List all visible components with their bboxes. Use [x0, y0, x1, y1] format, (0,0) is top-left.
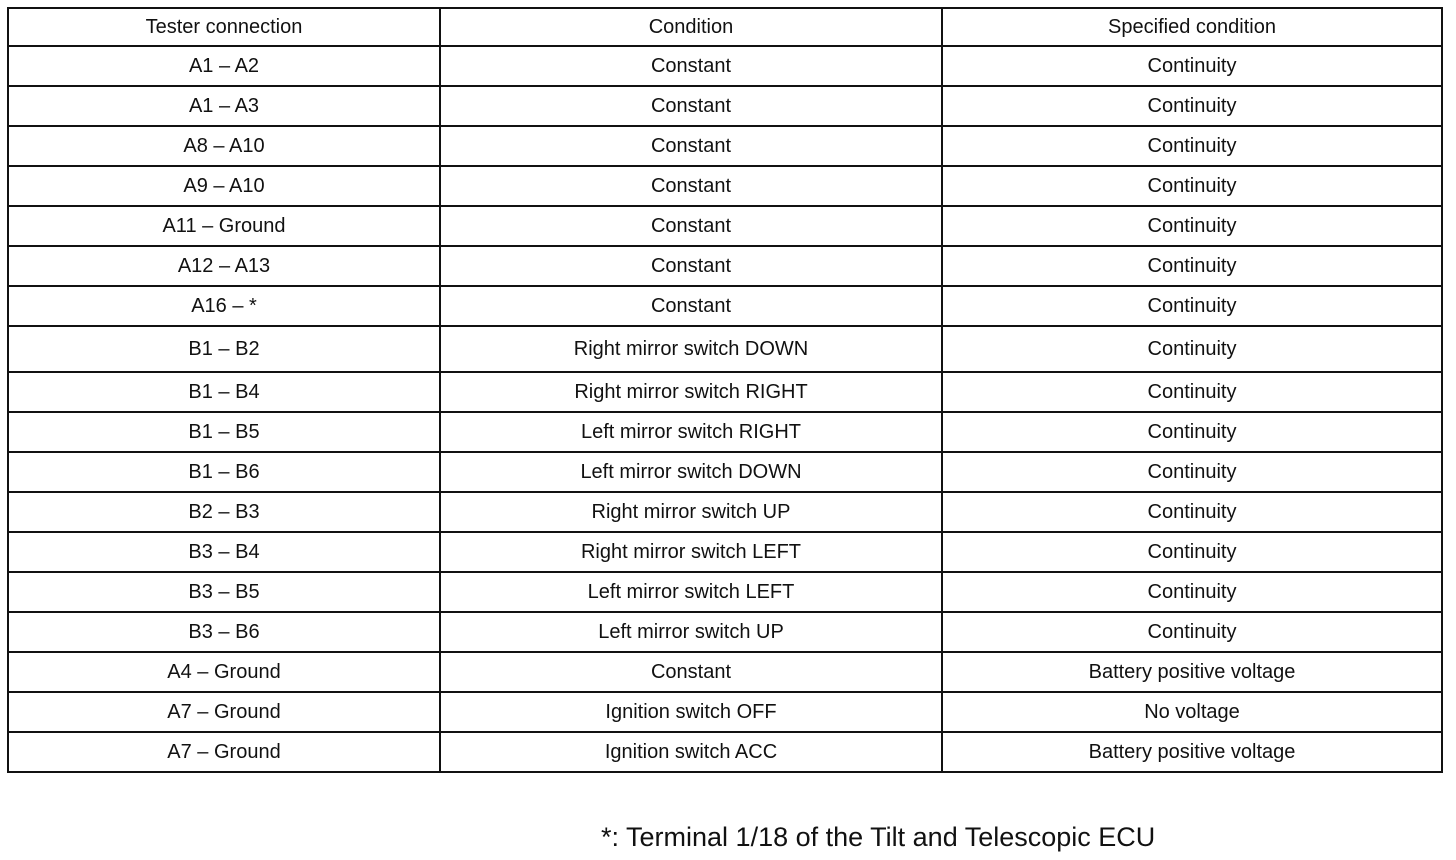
footnote: *: Terminal 1/18 of the Tilt and Telescopic ECU	[601, 822, 1156, 852]
cell-specified: Continuity	[942, 46, 1442, 86]
cell-specified: Continuity	[942, 612, 1442, 652]
table-row	[8, 452, 1442, 492]
table-row	[8, 166, 1442, 206]
cell-connection: A1 – A2	[8, 46, 440, 86]
cell-connection: A4 – Ground	[8, 652, 440, 692]
table-row	[8, 126, 1442, 166]
cell-condition: Right mirror switch DOWN	[440, 326, 942, 372]
table-row	[8, 326, 1442, 372]
table-row	[8, 206, 1442, 246]
cell-connection: A9 – A10	[8, 166, 440, 206]
cell-connection: A16 – *	[8, 286, 440, 326]
table-row	[8, 372, 1442, 412]
cell-condition: Left mirror switch UP	[440, 612, 942, 652]
table-row	[8, 246, 1442, 286]
tester-connection-table	[7, 7, 1443, 773]
cell-condition: Constant	[440, 286, 942, 326]
cell-condition: Right mirror switch RIGHT	[440, 372, 942, 412]
cell-specified: Continuity	[942, 572, 1442, 612]
table-row	[8, 572, 1442, 612]
cell-condition: Left mirror switch RIGHT	[440, 412, 942, 452]
table-row	[8, 492, 1442, 532]
cell-specified: No voltage	[942, 692, 1442, 732]
cell-condition: Ignition switch ACC	[440, 732, 942, 772]
table-row	[8, 86, 1442, 126]
cell-condition: Left mirror switch LEFT	[440, 572, 942, 612]
cell-connection: A7 – Ground	[8, 692, 440, 732]
cell-specified: Continuity	[942, 532, 1442, 572]
cell-specified: Continuity	[942, 86, 1442, 126]
cell-connection: A7 – Ground	[8, 732, 440, 772]
cell-specified: Continuity	[942, 246, 1442, 286]
cell-specified: Battery positive voltage	[942, 652, 1442, 692]
cell-specified: Continuity	[942, 206, 1442, 246]
cell-connection: B1 – B4	[8, 372, 440, 412]
cell-connection: B1 – B6	[8, 452, 440, 492]
cell-specified: Continuity	[942, 412, 1442, 452]
table-row	[8, 732, 1442, 772]
table-row	[8, 412, 1442, 452]
table-row	[8, 612, 1442, 652]
header-tester-connection: Tester connection	[8, 8, 440, 46]
cell-connection: A8 – A10	[8, 126, 440, 166]
cell-specified: Continuity	[942, 166, 1442, 206]
table-row	[8, 692, 1442, 732]
cell-specified: Continuity	[942, 286, 1442, 326]
cell-connection: A12 – A13	[8, 246, 440, 286]
cell-condition: Constant	[440, 166, 942, 206]
cell-specified: Continuity	[942, 126, 1442, 166]
cell-condition: Constant	[440, 46, 942, 86]
table-header-row	[8, 8, 1442, 46]
table-row	[8, 286, 1442, 326]
cell-connection: B3 – B4	[8, 532, 440, 572]
cell-connection: B2 – B3	[8, 492, 440, 532]
cell-specified: Continuity	[942, 492, 1442, 532]
cell-connection: B3 – B5	[8, 572, 440, 612]
spec-sheet	[7, 7, 1441, 773]
cell-specified: Continuity	[942, 452, 1442, 492]
cell-condition: Constant	[440, 246, 942, 286]
table-row	[8, 652, 1442, 692]
cell-condition: Left mirror switch DOWN	[440, 452, 942, 492]
cell-specified: Continuity	[942, 372, 1442, 412]
cell-condition: Right mirror switch LEFT	[440, 532, 942, 572]
header-specified-condition: Specified condition	[942, 8, 1442, 46]
cell-condition: Constant	[440, 86, 942, 126]
cell-connection: A1 – A3	[8, 86, 440, 126]
cell-specified: Continuity	[942, 326, 1442, 372]
cell-connection: B3 – B6	[8, 612, 440, 652]
cell-connection: A11 – Ground	[8, 206, 440, 246]
table-row	[8, 532, 1442, 572]
cell-condition: Constant	[440, 652, 942, 692]
table-row	[8, 46, 1442, 86]
cell-condition: Constant	[440, 206, 942, 246]
cell-connection: B1 – B2	[8, 326, 440, 372]
cell-condition: Right mirror switch UP	[440, 492, 942, 532]
cell-specified: Battery positive voltage	[942, 732, 1442, 772]
header-condition: Condition	[440, 8, 942, 46]
cell-condition: Ignition switch OFF	[440, 692, 942, 732]
cell-condition: Constant	[440, 126, 942, 166]
table-body	[8, 46, 1442, 772]
cell-connection: B1 – B5	[8, 412, 440, 452]
